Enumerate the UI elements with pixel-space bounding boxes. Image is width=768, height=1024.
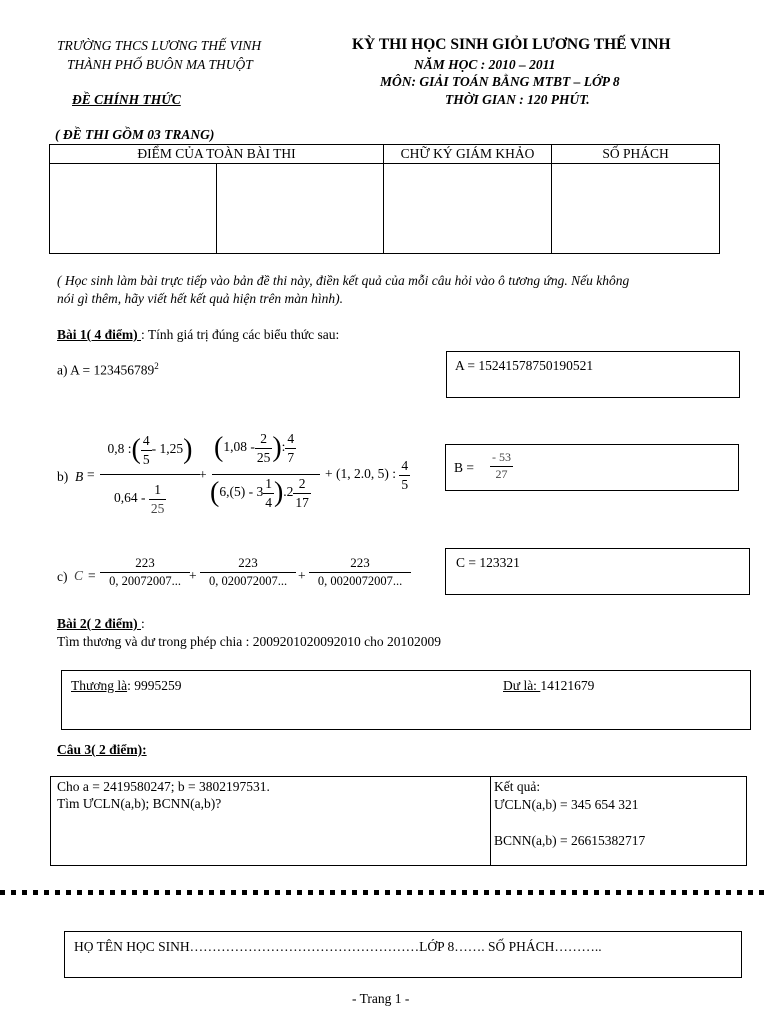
c-frac-1-num: 223: [100, 555, 190, 573]
score-cell-digits[interactable]: [50, 163, 217, 253]
cau3-heading: Câu 3( 2 điểm):: [57, 742, 147, 757]
examiner-signature-cell[interactable]: [384, 163, 552, 253]
cau3-gcd[interactable]: ƯCLN(a,b) = 345 654 321: [494, 797, 639, 812]
c-frac-1-den: 0, 20072007...: [109, 573, 181, 588]
answer-b-num: - 53: [490, 450, 513, 467]
b-fraction-bar-1: [100, 474, 200, 475]
c-frac-2-den: 0, 020072007...: [208, 573, 288, 588]
pages-note: ( ĐỀ THI GỒM 03 TRANG): [55, 127, 215, 142]
duration: THỜI GIAN : 120 PHÚT.: [445, 92, 590, 107]
b-frac5: [263, 475, 274, 511]
b-frac5-den: 4: [265, 494, 272, 510]
b-frac7: [399, 457, 410, 493]
c-frac-1: [100, 555, 190, 589]
c-frac-3-num: 223: [309, 555, 411, 573]
quotient-label: Thương là: [71, 678, 128, 693]
b-frac5-num: 1: [263, 475, 274, 494]
score-cell-words[interactable]: [217, 163, 384, 253]
answer-box-b[interactable]: [445, 444, 739, 491]
b-den2: (6,(5) - 3 $\frac{1}{4}$ ).2 $\frac{2}{17}$: [210, 476, 309, 510]
plus-sign-c2: +: [298, 568, 306, 583]
cau3-lcm[interactable]: BCNN(a,b) = 26615382717: [494, 833, 646, 848]
bai1-prompt: : Tính giá trị đúng các biểu thức sau:: [141, 327, 340, 342]
answer-box-a[interactable]: [446, 351, 740, 398]
remainder-value: 14121679: [540, 678, 595, 693]
instructions-line-1: ( Học sinh làm bài trực tiếp vào bản đề thi này, điền kết quả của mỗi câu hỏi vào ô tương ứng. Nếu không: [57, 273, 630, 288]
bai1-c-label: c): [57, 569, 68, 584]
bai1-a-label: a) A = 123456789: [57, 362, 155, 378]
answer-c: C = 123321: [456, 555, 520, 570]
c-frac-2-num: 223: [200, 555, 296, 573]
school-year: NĂM HỌC : 2010 – 2011: [414, 57, 556, 72]
b-num2: (1,08 - $\frac{2}{25}$ ): $\frac{4}{7}$: [214, 431, 295, 465]
bai2-heading: Bài 2( 2 điểm): [57, 616, 141, 631]
plus-sign-1: +: [199, 467, 207, 482]
bai2-heading-line: [57, 615, 145, 633]
cau3-given: Cho a = 2419580247; b = 3802197531.: [57, 779, 270, 794]
b-den1-text: 0,64 -: [114, 490, 146, 506]
city-name: THÀNH PHỐ BUÔN MA THUỘT: [67, 57, 253, 72]
b-frac7-num: 4: [399, 457, 410, 476]
bai1-heading: Bài 1( 4 điểm): [57, 327, 141, 342]
b-frac3-num: 2: [255, 430, 273, 449]
answer-a: A = 15241578750190521: [455, 358, 594, 373]
b-den1: [114, 481, 166, 517]
cut-line: [0, 890, 768, 895]
b-den2-d: .2: [283, 484, 294, 500]
b-frac4-num: 4: [285, 430, 296, 449]
equals-sign: =: [87, 467, 95, 482]
b-frac2-den: 25: [150, 500, 165, 516]
code-number-cell[interactable]: [552, 163, 720, 253]
c-frac-3-den: 0, 0020072007...: [317, 573, 403, 588]
plus-sign-c1: +: [189, 568, 197, 583]
bai1-b-label: b): [57, 469, 69, 484]
student-info-box[interactable]: [64, 931, 742, 978]
b-frac6: [293, 475, 311, 511]
b-den2-b: (5): [229, 484, 246, 500]
bai2-colon: :: [141, 616, 145, 631]
b-tail-text: + (1, 2.0, 5) :: [325, 466, 396, 482]
b-num1-text: 0,8 :: [107, 441, 132, 457]
bai1-a-exponent: 2: [154, 361, 159, 371]
b-frac1: [141, 432, 152, 468]
answer-b-value: [490, 450, 513, 483]
bai1-c-var: C: [74, 568, 84, 583]
b-num2-text: 1,08 -: [223, 439, 255, 455]
subject: MÔN: GIẢI TOÁN BẰNG MTBT – LỚP 8: [380, 74, 620, 89]
answer-b-frac: [490, 450, 513, 483]
b-frac1-num: 4: [141, 432, 152, 451]
official-label: ĐỀ CHÍNH THỨC: [72, 92, 181, 107]
bai1-heading-line: [57, 326, 339, 344]
b-frac6-num: 2: [293, 475, 311, 494]
code-number-header: SỐ PHÁCH: [552, 145, 720, 164]
b-frac1-den: 5: [142, 451, 150, 467]
cau3-result-label: Kết quả:: [494, 779, 541, 794]
b-frac4: [285, 430, 296, 466]
b-den2-a: 6,: [219, 484, 230, 500]
remainder-label: Dư là:: [503, 678, 541, 693]
b-frac3: [255, 430, 273, 466]
instructions-line-2: nói gì thêm, hãy viết hết kết quả hiện trên màn hình).: [57, 291, 344, 306]
bai2-prompt: Tìm thương và dư trong phép chia : 2009201020092010 cho 20102009: [57, 634, 441, 649]
b-num1: 0,8 :( $\frac{4}{5}$ - 1,25): [107, 433, 193, 467]
score-header: ĐIỂM CỦA TOÀN BÀI THI: [50, 145, 384, 164]
quotient-line: [71, 677, 181, 695]
b-tail: [325, 457, 410, 493]
b-frac3-den: 25: [256, 449, 271, 465]
bai1-b-var: B: [75, 469, 84, 484]
b-frac7-den: 5: [401, 476, 409, 492]
b-colon: :: [281, 439, 286, 455]
cau3-ask: Tìm ƯCLN(a,b); BCNN(a,b)?: [57, 796, 222, 811]
student-info-line: HỌ TÊN HỌC SINH……………………………………………LỚP 8……. SỐ PHÁCH………..: [74, 939, 602, 954]
cau3-table: [50, 776, 747, 866]
score-table: [49, 144, 720, 254]
b-frac2: [149, 481, 167, 517]
b-minus: - 1,25: [151, 441, 184, 457]
answer-box-c[interactable]: [445, 548, 750, 595]
page-number: - Trang 1 -: [352, 991, 410, 1006]
b-den2-c: - 3: [248, 484, 264, 500]
bai1-a-expression: [57, 361, 159, 379]
exam-title: KỲ THI HỌC SINH GIỎI LƯƠNG THẾ VINH: [352, 36, 671, 53]
quotient-value: : 9995259: [127, 678, 182, 693]
answer-b-den: 27: [495, 466, 508, 481]
school-name: TRƯỜNG THCS LƯƠNG THẾ VINH: [57, 38, 262, 53]
c-frac-2: [200, 555, 296, 589]
remainder-line: [503, 677, 594, 695]
b-frac2-num: 1: [149, 481, 167, 500]
b-frac4-den: 7: [287, 449, 295, 465]
answer-box-bai2[interactable]: [61, 670, 751, 730]
answer-b-label: B =: [454, 460, 474, 475]
b-frac6-den: 17: [295, 494, 309, 510]
cau3-divider: [490, 777, 491, 865]
c-frac-3: [309, 555, 411, 589]
equals-sign-c: =: [88, 568, 96, 583]
examiner-signature-header: CHỮ KÝ GIÁM KHẢO: [384, 145, 552, 164]
